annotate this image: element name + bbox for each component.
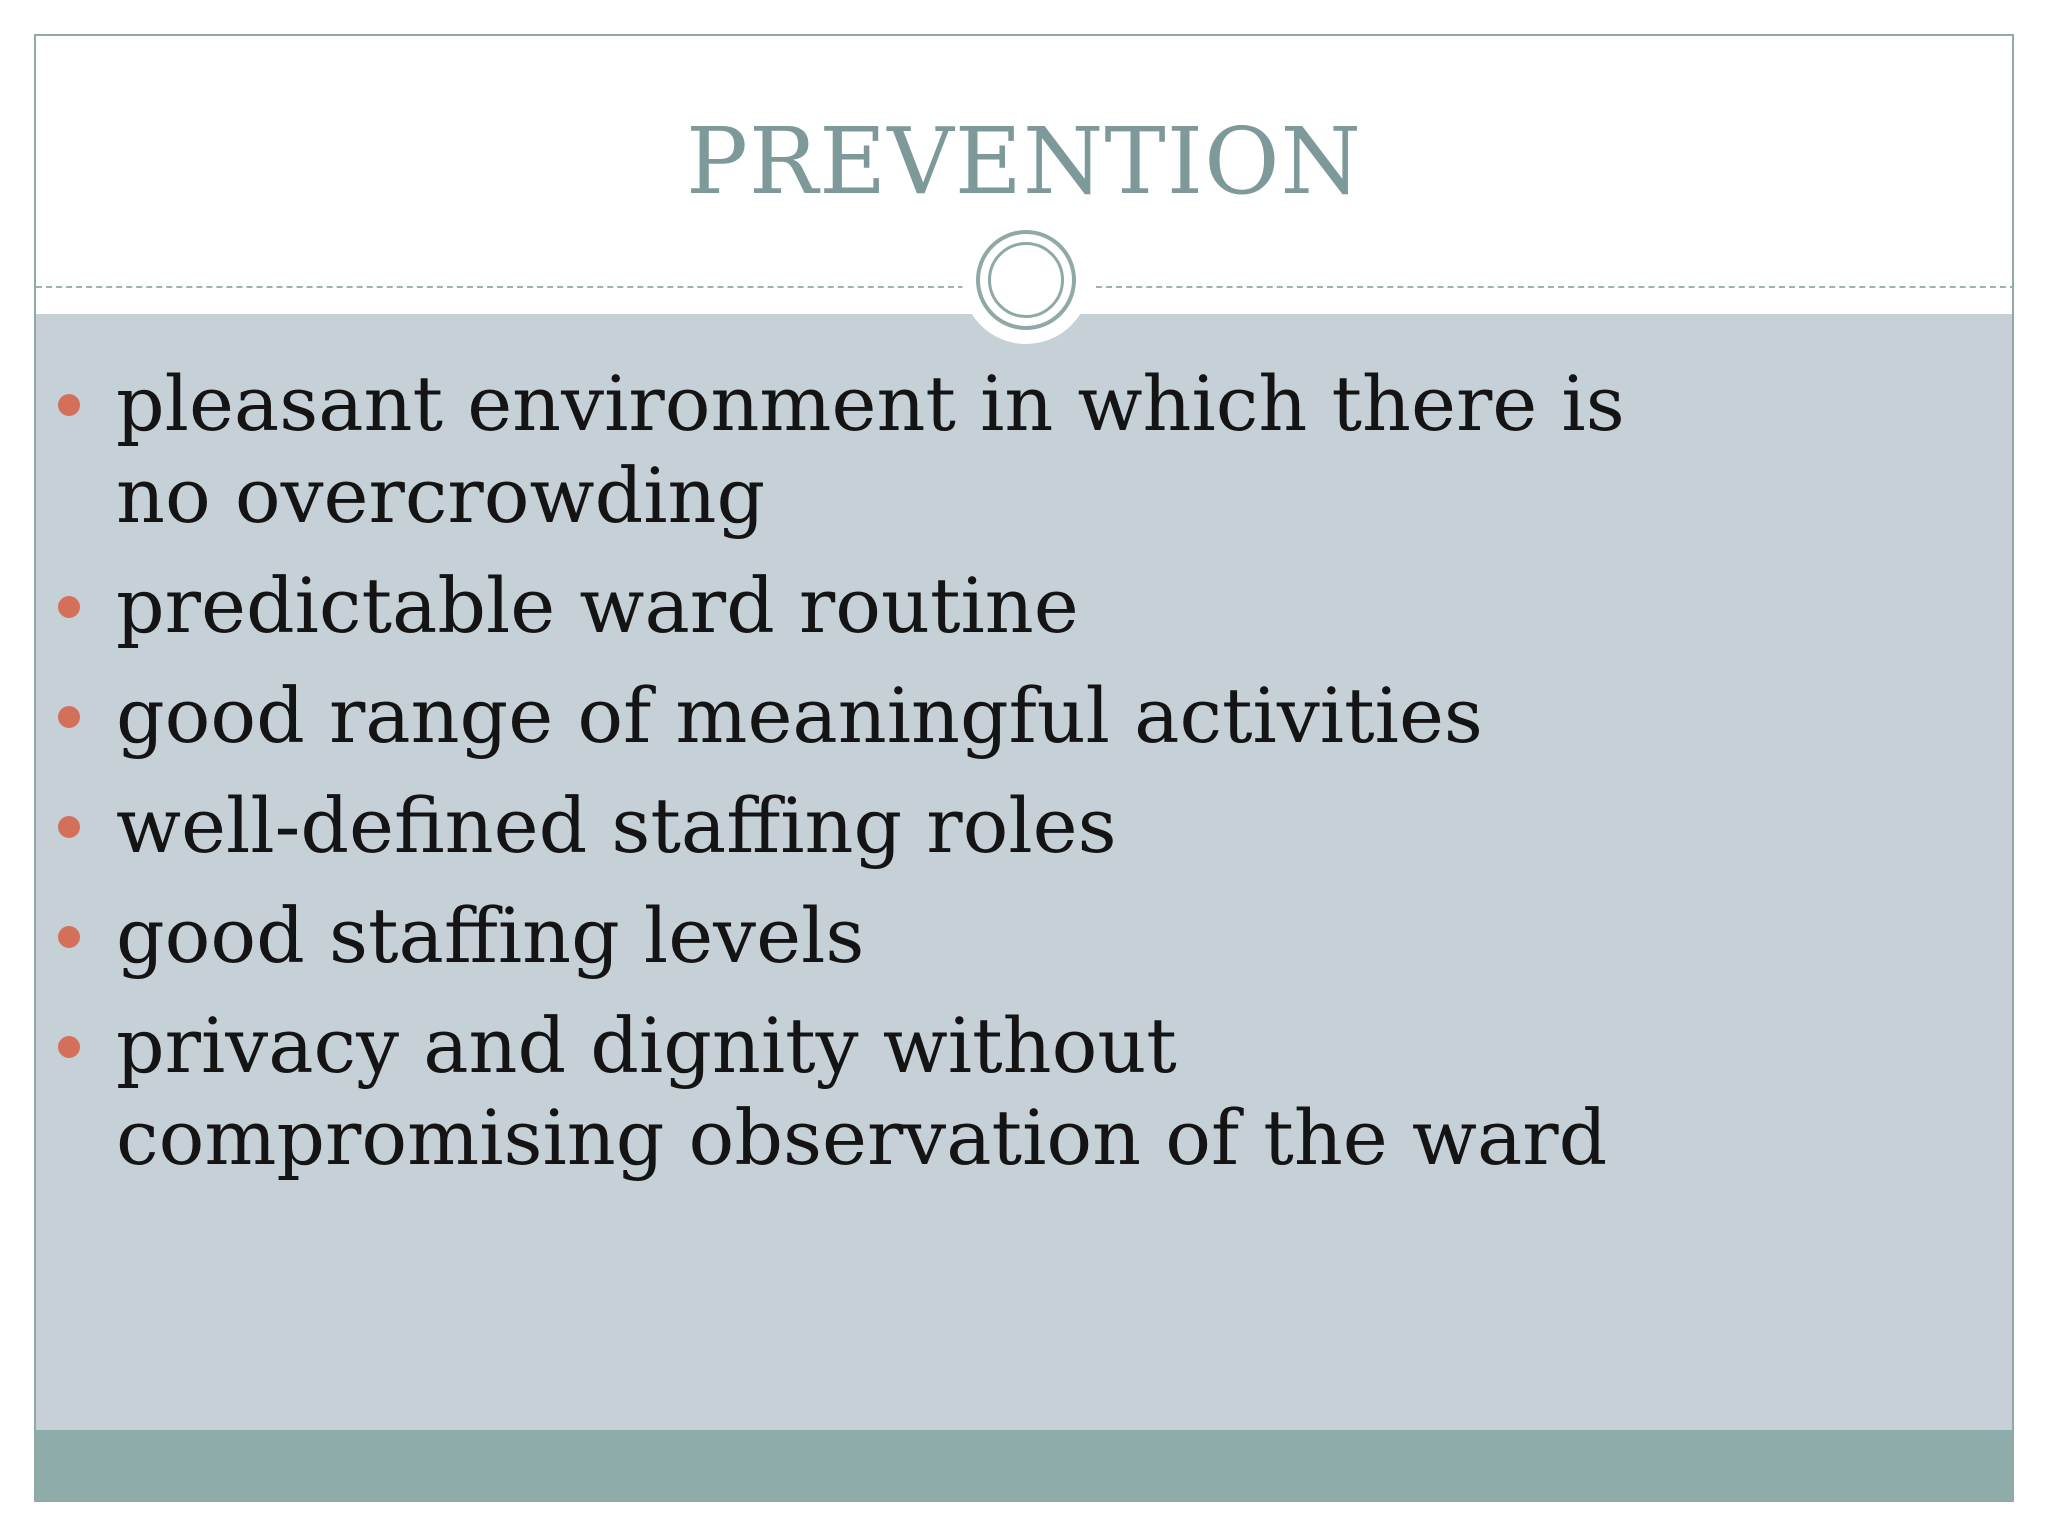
title-divider-right [1096, 286, 2014, 288]
bullet-text: predictable ward routine [116, 561, 1079, 650]
bullet-list [116, 358, 1716, 1202]
slide [34, 34, 2014, 1502]
bullet-item [116, 560, 1716, 652]
bullet-item [116, 358, 1716, 542]
bullet-item [116, 780, 1716, 872]
bullet-text: pleasant environment in which there is no overcrowding [116, 359, 1625, 540]
bullet-text: privacy and dignity without compromising observation of the ward [116, 1001, 1608, 1182]
bullet-dot-icon [58, 1036, 80, 1058]
bullet-text: well-defined staffing roles [116, 781, 1117, 870]
bullet-dot-icon [58, 926, 80, 948]
bullet-dot-icon [58, 816, 80, 838]
bullet-text: good staffing levels [116, 891, 865, 980]
content-panel [36, 314, 2012, 1434]
bullet-dot-icon [58, 394, 80, 416]
bullet-item [116, 670, 1716, 762]
bullet-text: good range of meaningful activities [116, 671, 1483, 760]
slide-title: PREVENTION [685, 108, 1363, 215]
bullet-dot-icon [58, 706, 80, 728]
bullet-dot-icon [58, 596, 80, 618]
bullet-item [116, 890, 1716, 982]
bullet-item [116, 1000, 1716, 1184]
divider-ring-icon [976, 230, 1076, 330]
title-divider-left [36, 286, 964, 288]
footer-band [36, 1430, 2012, 1500]
divider-inner-ring-icon [988, 242, 1064, 318]
